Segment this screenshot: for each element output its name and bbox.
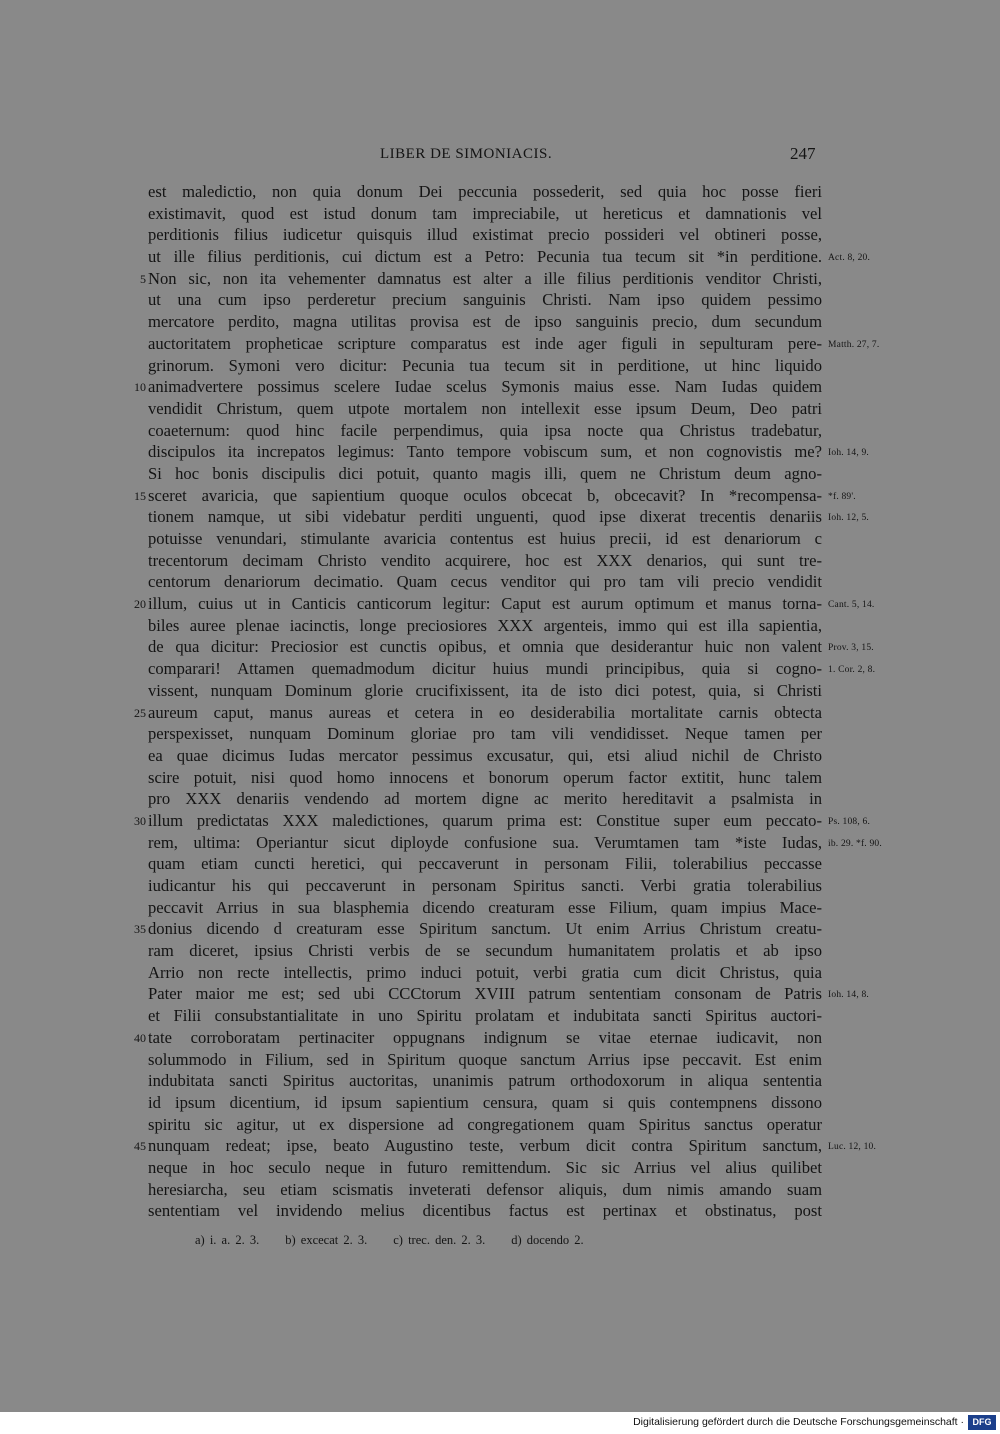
line-text: sceret avaricia, que sapientium quoque oculos obcecat b, obcecavit? In *recompensa- [148,485,822,505]
line-text: pro XXX denariis vendendo ad mortem digne ac merito hereditavit a psalmista in [148,789,822,809]
line-text: Pater maior me est; sed ubi CCCtorum XVIII patrum sententiam consonam de Patris [148,984,822,1004]
line-number: 5 [140,271,146,286]
text-line [0,832,1000,854]
margin-reference: Ps. 108, 6. [828,816,871,827]
text-line [0,1070,1000,1092]
text-line [0,723,1000,745]
text-line [0,702,1000,724]
text-line [0,528,1000,550]
text-line [0,485,1000,507]
text-line [0,268,1000,290]
line-text: vendidit Christum, quem utpote mortalem non intellexit esse ipsum Deum, Deo patri [148,398,822,418]
text-line [0,1179,1000,1201]
line-text: trecentorum decimam Christo vendito acquirere, hoc est XXX denarios, qui sunt tre- [148,550,822,570]
line-text: ut una cum ipso perderetur precium sanguinis Christi. Nam ipso quidem pessimo [148,290,822,310]
text-body [0,181,1000,1222]
line-text: quam etiam cuncti heretici, qui peccaverunt in personam Filii, tolerabilius peccasse [148,854,822,874]
line-text: ea quae dicimus Iudas mercator pessimus excusatur, qui, etsi aliud nichil de Christo [148,745,822,765]
text-line [0,1092,1000,1114]
text-line [0,1027,1000,1049]
line-text: discipulos ita increpatos legimus: Tanto tempore vobiscum sum, et non cognovistis me? [148,442,822,462]
line-text: iudicantur his qui peccaverunt in personam Spiritus sancti. Verbi gratia tolerabilius [148,876,822,895]
text-line [0,940,1000,962]
line-text: grinorum. Symoni vero dicitur: Pecunia tua tecum sit in perditione, ut hinc liquido [148,355,822,375]
line-text: sententiam vel invidendo melius dicentibus factus est pertinax et obstinatus, post [148,1201,822,1221]
text-line [0,398,1000,420]
line-text: illum, cuius ut in Canticis canticorum legitur: Caput est aurum optimum et manus torna- [148,594,822,614]
line-text: coaeternum: quod hinc facile perpendimus, quia ipsa nocte qua Christus tradebatur, [148,420,822,440]
line-text: et Filii consubstantialitate in uno Spiritu prolatam et indubitata sancti Spiritus auctori- [148,1006,822,1026]
text-line [0,788,1000,810]
text-line [0,441,1000,463]
line-text: animadvertere possimus scelere Iudae scelus Symonis maius esse. Nam Iudas quidem [148,377,822,397]
text-line [0,1200,1000,1222]
dfg-logo: DFG [968,1415,996,1430]
text-line [0,506,1000,528]
margin-reference: Prov. 3, 15. [828,643,874,654]
text-line [0,680,1000,702]
line-text: potuisse venundari, stimulante avaricia contentus est huius precii, id est denariorum c [148,529,822,548]
footnote: b) excecat 2. 3. [285,1233,368,1247]
line-text: rem, ultima: Operiantur sicut diployde confusione sua. Verumtamen tam *iste Iudas, [148,832,822,852]
line-number: 10 [134,380,146,395]
margin-reference: Ioh. 12, 5. [828,513,869,524]
funding-credit-bar [0,1412,1000,1434]
text-line [0,745,1000,767]
line-text: Arrio non recte intellectis, primo induci potuit, verbi gratia cum dicit Christus, quia [148,962,822,982]
line-number: 20 [134,597,146,612]
line-text: biles auree plenae iacinctis, longe preciosiores XXX argenteis, immo qui est illa sapientia, [148,615,822,635]
text-line [0,810,1000,832]
text-line [0,420,1000,442]
text-line [0,1157,1000,1179]
text-line [0,918,1000,940]
text-line [0,1005,1000,1027]
margin-reference: 1. Cor. 2, 8. [828,665,876,676]
line-text: centorum denariorum decimatio. Quam cecus venditor qui pro tam vili precio vendidit [148,572,822,592]
text-line [0,203,1000,225]
line-text: existimavit, quod est istud donum tam impreciabile, ut hereticus et damnationis vel [148,203,822,223]
text-line [0,289,1000,311]
text-line [0,767,1000,789]
text-line [0,376,1000,398]
footnote: a) i. a. 2. 3. [195,1233,260,1247]
line-text: tionem namque, ut sibi videbatur perditi unguenti, quod ipse dixerat trecentis denariis [148,507,822,527]
line-text: mercatore perdito, magna utilitas provisa est de ipso sanguinis precio, dum secundum [148,312,822,332]
margin-reference: Luc. 12, 10. [828,1142,877,1153]
margin-reference: *f. 89'. [828,491,856,502]
line-text: heresiarcha, seu etiam scismatis inveterati defensor aliquis, dum nimis amando suam [148,1179,822,1199]
text-line [0,181,1000,203]
text-line [0,875,1000,897]
line-text: ut ille filius perditionis, cui dictum est a Petro: Pecunia tua tecum sit *in perditione. [148,247,822,267]
text-line [0,593,1000,615]
text-line [0,853,1000,875]
line-text: id ipsum dicentium, id ipsum sapientium censura, quam si quis contempnens dissono [148,1092,822,1112]
text-line [0,1049,1000,1071]
text-line [0,333,1000,355]
line-text: perspexisset, nunquam Dominum gloriae pro tam vili vendidisset. Neque tamen per [148,724,822,744]
line-text: comparari! Attamen quemadmodum dicitur huius mundi principibus, quia si cogno- [148,659,822,679]
line-text: de qua dicitur: Preciosior est cunctis opibus, et omnia que desiderantur huic non valent [148,637,822,657]
margin-reference: Ioh. 14, 8. [828,990,869,1001]
text-line [0,550,1000,572]
text-line [0,246,1000,268]
margin-reference: Act. 8, 20. [828,253,871,264]
line-text: est maledictio, non quia donum Dei peccunia possederit, sed quia hoc posse fieri [148,182,822,201]
margin-reference: Ioh. 14, 9. [828,448,869,459]
text-line [0,224,1000,246]
text-line [0,571,1000,593]
page-number: 247 [790,144,816,163]
text-line [0,355,1000,377]
line-text: perditionis filius iudicetur quisquis illud existimat precio possideri vel obtineri posse, [148,225,822,245]
text-line [0,658,1000,680]
text-line [0,463,1000,485]
line-text: donius dicendo d creaturam esse Spiritum sanctum. Ut enim Arrius Christum creatu- [148,919,822,939]
margin-reference: Matth. 27, 7. [828,339,880,350]
line-text: nunquam redeat; ipse, beato Augustino teste, verbum dicit contra Spiritum sanctum, [148,1136,822,1156]
running-head: LIBER DE SIMONIACIS. [380,146,553,162]
line-number: 25 [134,705,146,720]
text-line [0,897,1000,919]
line-number: 45 [134,1139,146,1154]
line-text: solummodo in Filium, sed in Spiritum quoque sanctum Arrius ipse peccavit. Est enim [148,1049,822,1069]
text-line [0,636,1000,658]
margin-reference: ib. 29. *f. 90. [828,838,882,849]
line-text: Si hoc bonis discipulis dici potuit, quanto magis illi, quem ne Christum deum agno- [148,463,822,483]
line-number: 35 [134,922,146,937]
line-text: ram diceret, ipsius Christi verbis de se secundum humanitatem prolatis et ab ipso [148,941,822,961]
line-number: 40 [134,1030,146,1045]
credit-text: Digitalisierung gefördert durch die Deutsche Forschungsgemeinschaft · [633,1416,964,1428]
line-text: aureum caput, manus aureas et cetera in eo desiderabilia mortalitate carnis obtecta [148,702,822,722]
footnotes [195,1233,610,1248]
line-text: auctoritatem propheticae scripture comparatus est inde ager figuli in sepulturam pere- [148,333,822,353]
line-text: indubitata sancti Spiritus auctoritas, unanimis patrum orthodoxorum in aliqua sententia [148,1071,822,1091]
line-text: spiritu sic agitur, ut ex dispersione ad congregationem quam Spiritus sanctus operatur [148,1114,822,1134]
line-text: neque in hoc seculo neque in futuro remittendum. Sic sic Arrius vel alius quilibet [148,1157,822,1177]
margin-reference: Cant. 5, 14. [828,600,875,611]
line-number: 30 [134,813,146,828]
footnote: c) trec. den. 2. 3. [393,1233,486,1247]
text-line [0,1114,1000,1136]
line-number: 15 [134,488,146,503]
line-text: tate corroboratam pertinaciter oppugnans indignum se vitae eternae iudicavit, non [148,1027,822,1047]
text-line [0,983,1000,1005]
line-text: peccavit Arrius in sua blasphemia dicendo creaturam esse Filium, quam impius Mace- [148,897,822,917]
line-text: scire potuit, nisi quod homo innocens et bonorum operum factor extitit, hunc talem [148,767,822,787]
text-line [0,311,1000,333]
line-text: Non sic, non ita vehementer damnatus est alter a ille filius perditionis venditor Christi, [148,268,822,288]
text-line [0,1135,1000,1157]
footnote: d) docendo 2. [511,1233,584,1247]
line-text: illum predictatas XXX maledictiones, quarum prima est: Constitue super eum peccato- [148,810,822,830]
text-line [0,962,1000,984]
text-line [0,615,1000,637]
line-text: vissent, nunquam Dominum glorie crucifixissent, ita de isto dici potest, quia, si Christi [148,680,822,700]
